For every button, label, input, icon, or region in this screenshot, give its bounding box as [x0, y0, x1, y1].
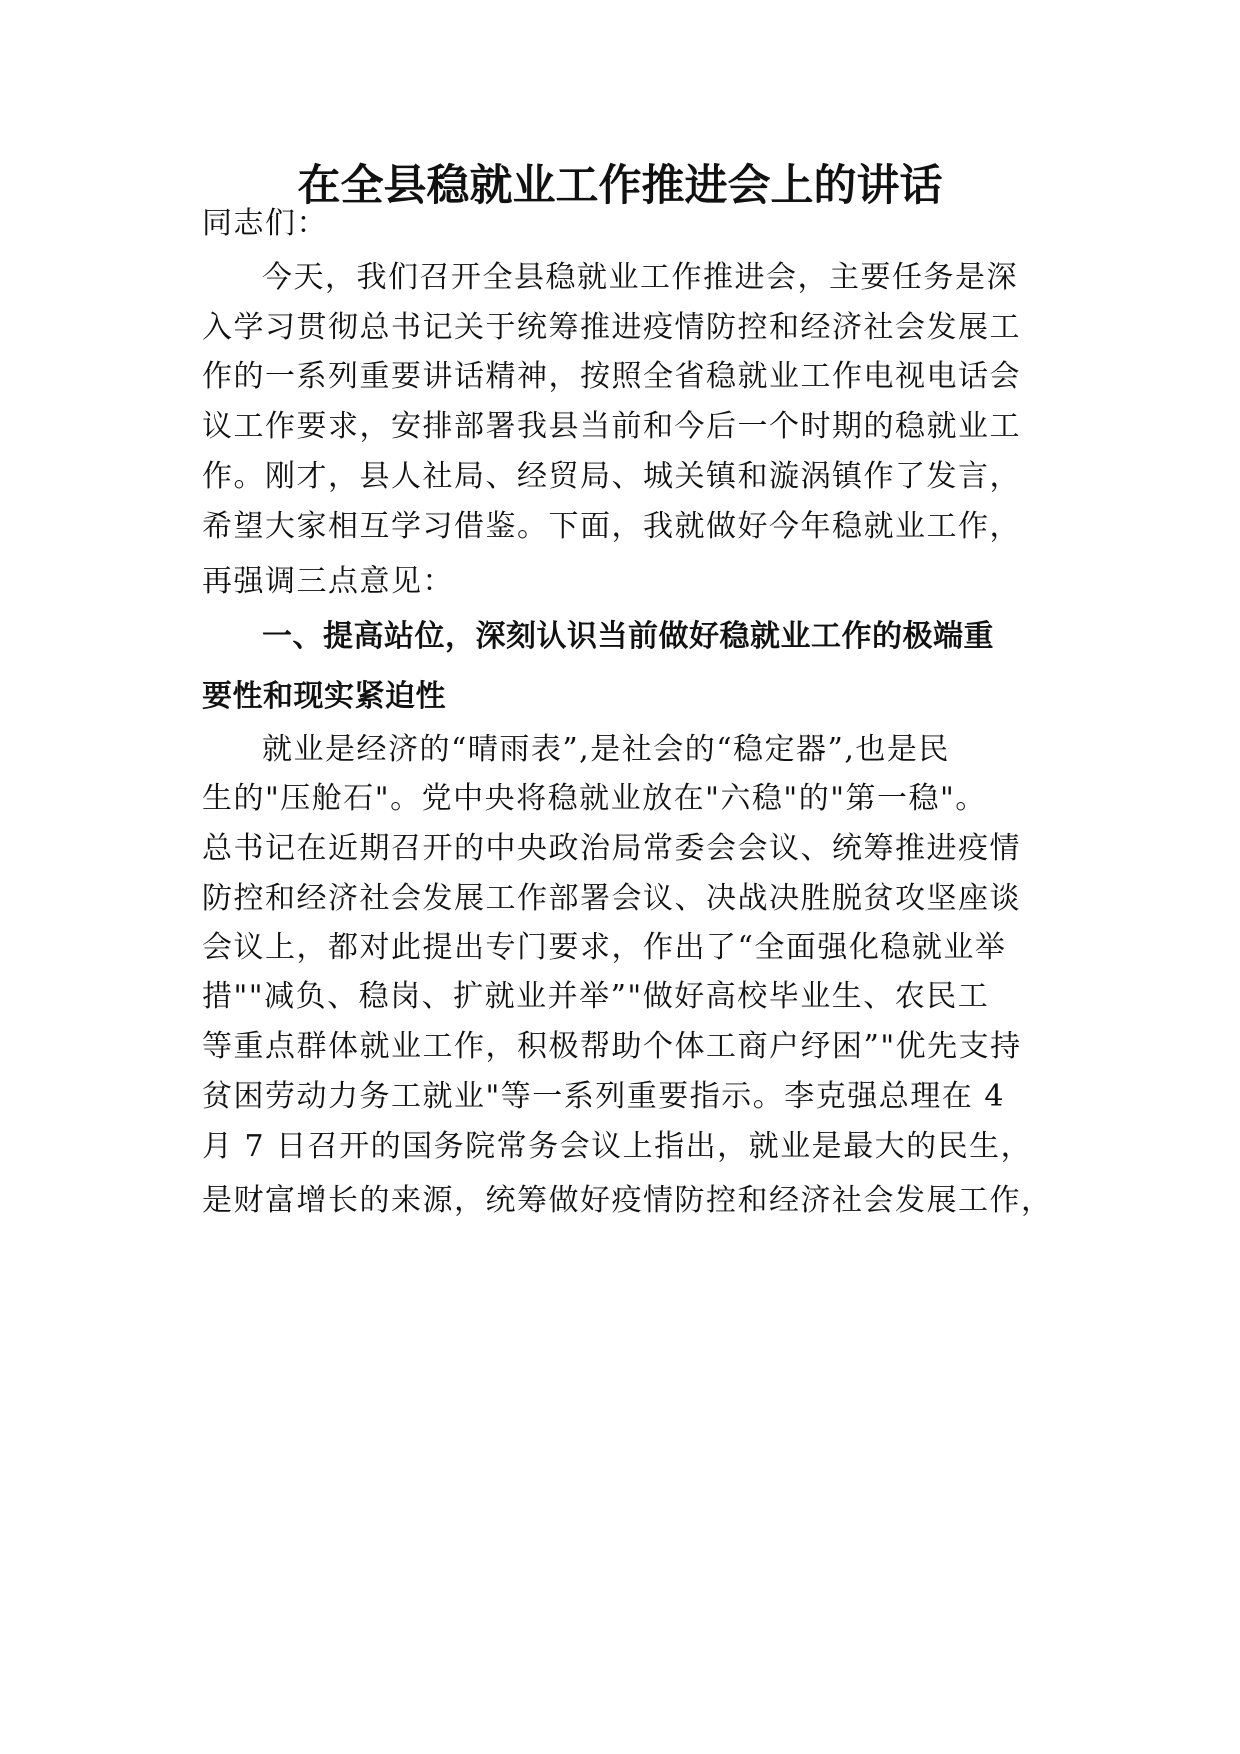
paragraph-line: 月 7 日召开的国务院常务会议上指出，就业是最大的民生，: [202, 1129, 1033, 1164]
paragraph-line: 就业是经济的“晴雨表”,是社会的“稳定器”,也是民: [262, 732, 950, 767]
paragraph-line: 防控和经济社会发展工作部署会议、决战决胜脱贫攻坚座谈: [202, 881, 1021, 916]
paragraph-line: 是财富增长的来源，统筹做好疫情防控和经济社会发展工作，: [202, 1183, 1053, 1218]
paragraph-line: 入学习贯彻总书记关于统筹推进疫情防控和经济社会发展工: [202, 310, 1021, 345]
paragraph-line: 今天，我们召开全县稳就业工作推进会，主要任务是深: [262, 260, 1018, 295]
paragraph-line: 作。刚才，县人社局、经贸局、城关镇和漩涡镇作了发言，: [202, 459, 1021, 494]
paragraph-line: 作的一系列重要讲话精神，按照全省稳就业工作电视电话会: [202, 359, 1021, 394]
paragraph-line: 贫困劳动力务工就业"等一系列重要指示。李克强总理在 4: [202, 1079, 1005, 1114]
paragraph-line: 生的"压舱石"。党中央将稳就业放在"六稳"的"第一稳"。: [202, 781, 987, 816]
section-heading: 要性和现实紧迫性: [202, 679, 446, 714]
paragraph-line: 再强调三点意见：: [202, 564, 454, 599]
document-title: 在全县稳就业工作推进会上的讲话: [297, 161, 943, 211]
paragraph-line: 措""减负、稳岗、扩就业并举”"做好高校毕业生、农民工: [202, 979, 990, 1014]
paragraph-line: 等重点群体就业工作，积极帮助个体工商户纾困”"优先支持: [202, 1029, 1022, 1064]
section-heading: 一、提高站位，深刻认识当前做好稳就业工作的极端重: [262, 619, 994, 654]
paragraph-line: 希望大家相互学习借鉴。下面，我就做好今年稳就业工作，: [202, 509, 1021, 544]
paragraph-line: 议工作要求，安排部署我县当前和今后一个时期的稳就业工: [202, 409, 1021, 444]
paragraph-line: 总书记在近期召开的中央政治局常委会会议、统筹推进疫情: [202, 831, 1021, 866]
paragraph-line: 会议上，都对此提出专门要求，作出了“全面强化稳就业举: [202, 930, 1007, 965]
salutation: 同志们：: [202, 206, 328, 241]
